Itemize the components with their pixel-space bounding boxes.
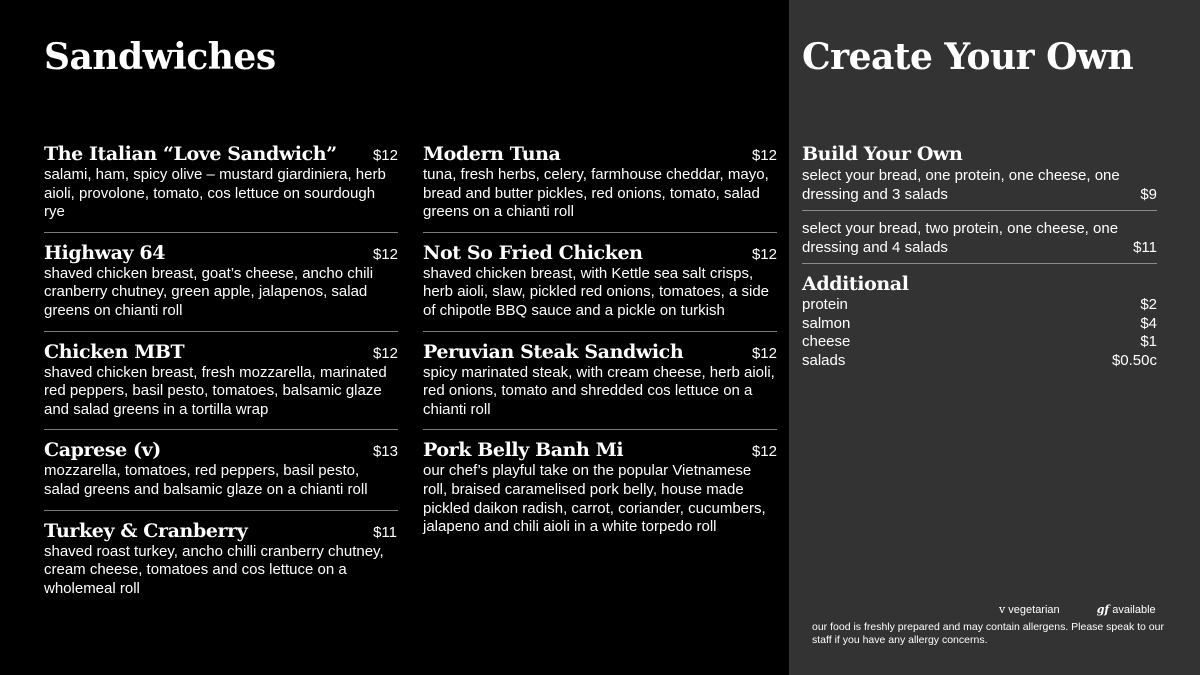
additional-label: salmon: [802, 314, 851, 332]
item-name: Not So Fried Chicken: [423, 241, 643, 264]
item-description: shaved chicken breast, goat’s cheese, ancho chili cranberry chutney, green apple, jalapenos, salad greens on chianti roll: [44, 264, 374, 319]
build-option-2: [802, 219, 1157, 264]
additional-item: [802, 333, 1157, 352]
sandwiches-title: Sandwiches: [44, 36, 276, 78]
allergen-disclaimer: our food is freshly prepared and may contain allergens. Please speak to our staff if you have any allergy concerns.: [812, 621, 1164, 646]
additional-label: cheese: [802, 333, 851, 351]
additional-price: $4: [1140, 314, 1157, 332]
menu-item: [44, 142, 398, 233]
additional-label: salads: [802, 351, 846, 369]
item-description: shaved chicken breast, with Kettle sea salt crisps, herb aioli, slaw, pickled red onions, tomatoes, a side of chipotle BBQ sauce and a pickle on turkish: [423, 264, 770, 319]
additional-item: [802, 315, 1157, 334]
item-name: Turkey & Cranberry: [44, 519, 248, 542]
build-your-own-heading: Build Your Own: [802, 143, 963, 165]
menu-item: [423, 438, 777, 546]
vegetarian-symbol: v: [999, 603, 1006, 616]
additional-heading: Additional: [802, 273, 909, 295]
menu-item: [44, 241, 398, 332]
additional-item: [802, 352, 1157, 371]
create-your-own-title: Create Your Own: [802, 36, 1134, 78]
item-price: $12: [372, 245, 398, 263]
item-price: $12: [751, 147, 777, 164]
sandwich-column-2: [423, 142, 777, 555]
item-description: spicy marinated steak, with cream cheese, herb aioli, red onions, tomato and shredded cos lettuce on a chianti roll: [423, 363, 775, 418]
item-price: $13: [372, 443, 398, 461]
item-description: mozzarella, tomatoes, red peppers, basil pesto, salad greens and balsamic glaze on a chianti roll: [44, 462, 368, 498]
gluten-free-label: available: [1112, 604, 1156, 616]
item-price: $11: [373, 523, 397, 541]
item-description: shaved chicken breast, fresh mozzarella, marinated red peppers, basil pesto, tomatoes, balsamic glaze and salad greens in a tortilla wrap: [44, 363, 387, 418]
item-price: $12: [751, 443, 777, 461]
additional-price: $0.50c: [1111, 351, 1157, 369]
option-description: dressing and 3 salads: [802, 186, 948, 203]
additional-item: [802, 296, 1157, 315]
dietary-legend: [999, 603, 1156, 616]
option-price: $9: [1140, 186, 1157, 203]
gluten-free-symbol: gf: [1096, 603, 1110, 616]
option-price: $11: [1133, 239, 1157, 256]
item-name: Caprese (v): [44, 439, 161, 462]
menu-item: [423, 241, 777, 332]
item-price: $12: [372, 147, 398, 164]
menu-item: [44, 340, 398, 431]
option-description: dressing and 4 salads: [802, 239, 948, 256]
item-description: salami, ham, spicy olive – mustard giardiniera, herb aioli, provolone, tomato, cos lettuce on sourdough rye: [44, 166, 386, 221]
item-description: our chef’s playful take on the popular Vietnamese roll, braised caramelised pork belly, house made pickled daikon radish, carrot, coriander, cucumbers, jalapeno and chili aioli in a white torpedo roll: [423, 462, 766, 536]
option-description: select your bread, two protein, one cheese, one: [802, 220, 1119, 237]
additional-price: $1: [1140, 333, 1157, 351]
menu-item: [44, 438, 398, 510]
item-name: Pork Belly Banh Mi: [423, 439, 624, 462]
item-name: The Italian “Love Sandwich”: [44, 143, 337, 165]
item-name: Chicken MBT: [44, 340, 185, 363]
additional-label: protein: [802, 296, 848, 313]
menu-item: [423, 340, 777, 431]
item-description: shaved roast turkey, ancho chilli cranberry chutney, cream cheese, tomatoes and cos lettuce on a wholemeal roll: [44, 542, 384, 597]
vegetarian-label: vegetarian: [1008, 604, 1060, 616]
item-description: tuna, fresh herbs, celery, farmhouse cheddar, mayo, bread and butter pickles, red onions, tomato, salad greens on a chianti roll: [423, 166, 769, 221]
item-name: Highway 64: [44, 241, 166, 264]
option-description: select your bread, one protein, one cheese, one: [802, 167, 1120, 184]
item-price: $12: [751, 245, 777, 263]
build-option-1: [802, 166, 1157, 211]
create-your-own-column: [802, 142, 1157, 370]
menu-item: [423, 142, 777, 233]
item-name: Peruvian Steak Sandwich: [423, 340, 684, 363]
item-name: Modern Tuna: [423, 143, 561, 165]
sandwich-column-1: [44, 142, 398, 616]
item-price: $12: [751, 344, 777, 362]
menu-item: [44, 519, 398, 609]
item-price: $12: [372, 344, 398, 362]
additional-price: $2: [1140, 296, 1157, 313]
